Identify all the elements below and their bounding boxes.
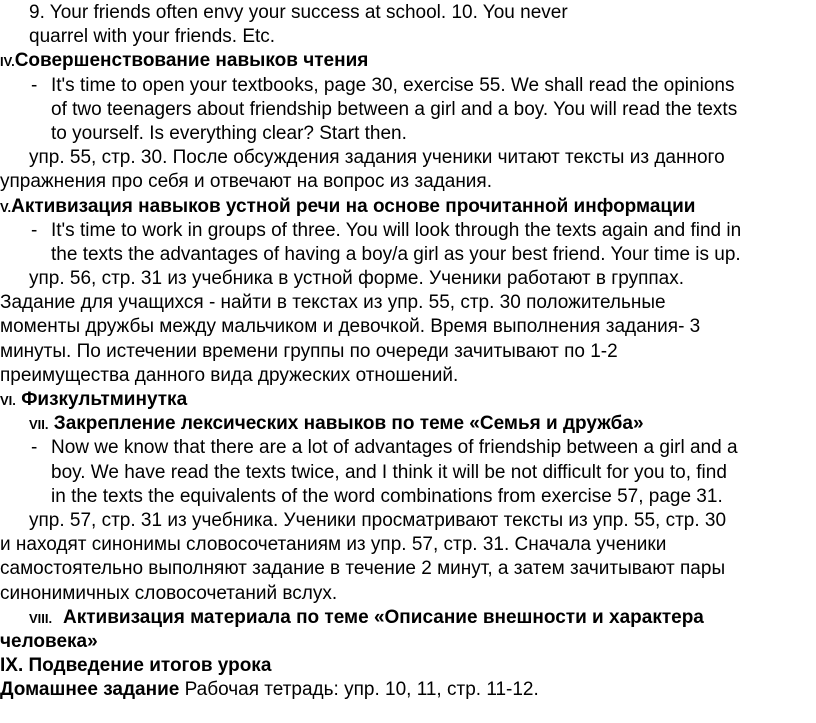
section-7-note-line: и находят синонимы словосочетаниям из упр. 57, стр. 31. Сначала ученики xyxy=(0,534,667,556)
section-6-heading xyxy=(0,388,816,412)
section-5-note-line: упр. 56, стр. 31 из учебника в устной форме. Ученики работают в группах. xyxy=(29,268,684,290)
speech-text: It's time to work in groups of three. You will look through the texts again and find in xyxy=(51,219,742,241)
dash-bullet: - xyxy=(31,74,38,96)
homework-label: Домашнее задание xyxy=(0,679,180,701)
section-8-heading xyxy=(0,606,816,630)
section-7-heading xyxy=(0,412,816,436)
section-5-note-line: преимущества данного вида дружеских отношений. xyxy=(0,364,459,386)
section-8-heading-cont xyxy=(0,630,816,654)
homework-text: Рабочая тетрадь: упр. 10, 11, стр. 11-12. xyxy=(179,679,539,701)
section-8-numeral: VIII. xyxy=(29,610,53,626)
section-5-title: Активизация навыков устной речи на основе прочитанной информации xyxy=(11,195,696,217)
dash-bullet: - xyxy=(31,219,38,241)
section-5-note-line: моменты дружбы между мальчиком и девочкой. Время выполнения задания- 3 xyxy=(0,316,701,338)
continuation-line-1: 9. Your friends often envy your success at school. 10. You never xyxy=(29,2,568,23)
section-4-speech-line xyxy=(0,74,816,98)
section-5-speech-line xyxy=(0,219,816,243)
section-5-note-line: минуты. По истечении времени группы по очереди зачитывают по 1-2 xyxy=(0,340,618,362)
section-4-heading xyxy=(0,49,816,73)
section-4-note-line: упр. 55, стр. 30. После обсуждения задания ученики читают тексты из данного xyxy=(29,147,725,169)
section-9-heading xyxy=(0,654,816,678)
section-9-title: IX. Подведение итогов урока xyxy=(0,655,272,677)
section-6-title: Физкультминутка xyxy=(21,389,188,410)
section-6-numeral: VI. xyxy=(0,393,16,408)
section-7-speech-line xyxy=(0,436,816,460)
section-7-speech-line: in the texts the equivalents of the word combinations from exercise 57, page 31. xyxy=(51,485,723,507)
section-7-note-line: самостоятельно выполняют задание в течение 2 минут, а затем зачитывают пары xyxy=(0,558,726,580)
continuation-line-2: quarrel with your friends. Etc. xyxy=(29,26,276,48)
section-4-note-line: упражнения про себя и отвечают на вопрос из задания. xyxy=(0,171,492,193)
dash-bullet: - xyxy=(31,437,38,459)
section-7-title: Закрепление лексических навыков по теме «Семья и дружба» xyxy=(53,413,644,435)
section-5-numeral: V. xyxy=(0,199,12,215)
section-7-note-line: синонимичных словосочетаний вслух. xyxy=(0,582,338,604)
section-7-numeral: VII. xyxy=(29,417,49,433)
speech-text: It's time to open your textbooks, page 30, exercise 55. We shall read the opinions xyxy=(51,74,735,96)
section-5-note-line: Задание для учащихся - найти в текстах из упр. 55, стр. 30 положительные xyxy=(0,292,666,314)
section-7-speech-line: boy. We have read the texts twice, and I think it will be not difficult for you to, find xyxy=(51,461,727,483)
section-8-title-line-2: человека» xyxy=(0,630,98,652)
section-4-numeral: IV. xyxy=(0,54,15,70)
section-5-heading xyxy=(0,195,816,219)
section-4-title: Совершенствование навыков чтения xyxy=(14,50,369,72)
section-8-title-line-1: Активизация материала по теме «Описание внешности и характера xyxy=(63,606,704,628)
homework-line xyxy=(0,678,816,702)
speech-text: Now we know that there are a lot of advantages of friendship between a girl and a xyxy=(51,437,738,459)
section-7-note-line: упр. 57, стр. 31 из учебника. Ученики просматривают тексты из упр. 55, стр. 30 xyxy=(29,509,727,531)
section-5-speech-line: the texts the advantages of having a boy/a girl as your best friend. Your time is up. xyxy=(51,243,741,265)
section-4-speech-line: of two teenagers about friendship between a girl and a boy. You will read the texts xyxy=(51,98,738,120)
section-4-speech-line: to yourself. Is everything clear? Start then. xyxy=(51,122,407,144)
